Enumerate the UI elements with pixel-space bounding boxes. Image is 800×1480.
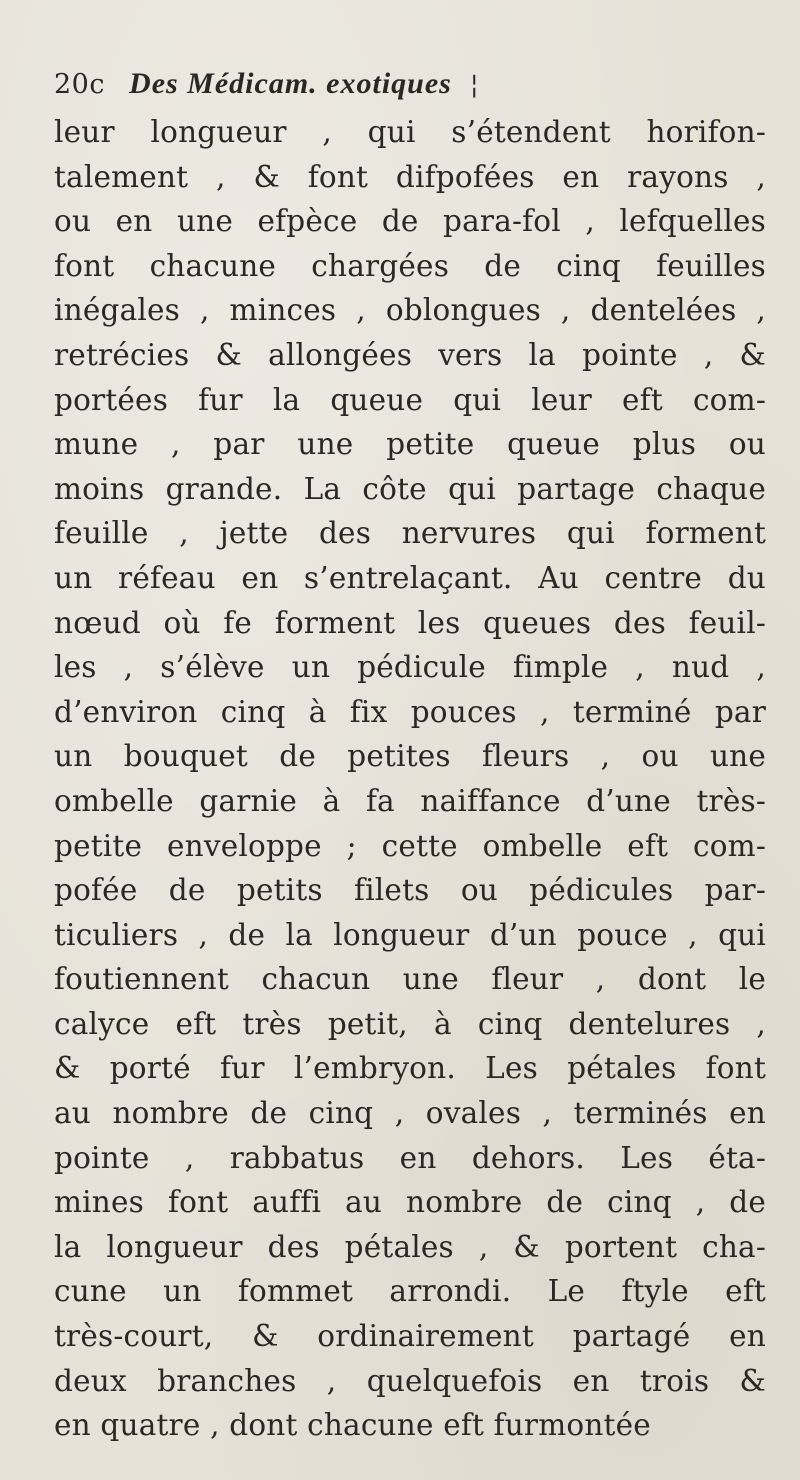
text-line: portées fur la queue qui leur eft com- bbox=[54, 382, 766, 417]
text-line: & porté fur l’embryon. Les pétales font bbox=[54, 1051, 766, 1086]
page-number: 20c bbox=[54, 69, 105, 100]
running-header bbox=[54, 62, 754, 106]
text-line: mune , par une petite queue plus ou bbox=[54, 427, 766, 462]
text-line: ticuliers , de la longueur d’un pouce , qui bbox=[54, 917, 766, 952]
text-line: petite enveloppe ; cette ombelle eft com- bbox=[54, 828, 766, 863]
text-line: leur longueur , qui s’étendent horifon- bbox=[54, 115, 766, 149]
text-line: ou en une efpèce de para-fol , lefquelles bbox=[54, 204, 766, 239]
text-line: cune un fommet arrondi. Le ftyle eft bbox=[54, 1274, 766, 1309]
text-line: en quatre , dont chacune eft furmontée bbox=[54, 1408, 651, 1443]
text-line: calyce eft très petit, à cinq dentelures , bbox=[54, 1006, 766, 1041]
text-line: talement , & font difpofées en rayons , bbox=[54, 159, 766, 194]
text-line: d’environ cinq à fix pouces , terminé par bbox=[54, 694, 766, 729]
text-line: un bouquet de petites fleurs , ou une bbox=[54, 739, 766, 774]
text-line: pointe , rabbatus en dehors. Les éta- bbox=[54, 1140, 766, 1175]
text-line: mines font auffi au nombre de cinq , de bbox=[54, 1185, 766, 1220]
text-line: feuille , jette des nervures qui forment bbox=[54, 516, 766, 551]
text-line: la longueur des pétales , & portent cha- bbox=[54, 1229, 766, 1264]
header-mark: ¦ bbox=[469, 70, 480, 100]
text-line: foutiennent chacun une fleur , dont le bbox=[54, 962, 766, 997]
text-line: retrécies & allongées vers la pointe , & bbox=[54, 337, 766, 372]
text-line: pofée de petits filets ou pédicules par- bbox=[54, 873, 766, 908]
text-line: très-court, & ordinairement partagé en bbox=[54, 1319, 766, 1354]
text-line: les , s’élève un pédicule fimple , nud , bbox=[54, 650, 766, 685]
text-line: inégales , minces , oblongues , dentelées , bbox=[54, 293, 766, 328]
text-line: au nombre de cinq , ovales , terminés en bbox=[54, 1096, 766, 1131]
text-line: font chacune chargées de cinq feuilles bbox=[54, 248, 766, 283]
text-line: un réfeau en s’entrelaçant. Au centre du bbox=[54, 560, 766, 595]
text-line: deux branches , quelquefois en trois & bbox=[54, 1363, 766, 1398]
text-line: ombelle garnie à fa naiffance d’une très- bbox=[54, 783, 766, 818]
text-line: moins grande. La côte qui partage chaque bbox=[54, 471, 766, 506]
running-title: Des Médicam. exotiques bbox=[129, 67, 452, 100]
body-text bbox=[54, 110, 766, 1448]
text-line: nœud où fe forment les queues des feuil- bbox=[54, 605, 766, 640]
